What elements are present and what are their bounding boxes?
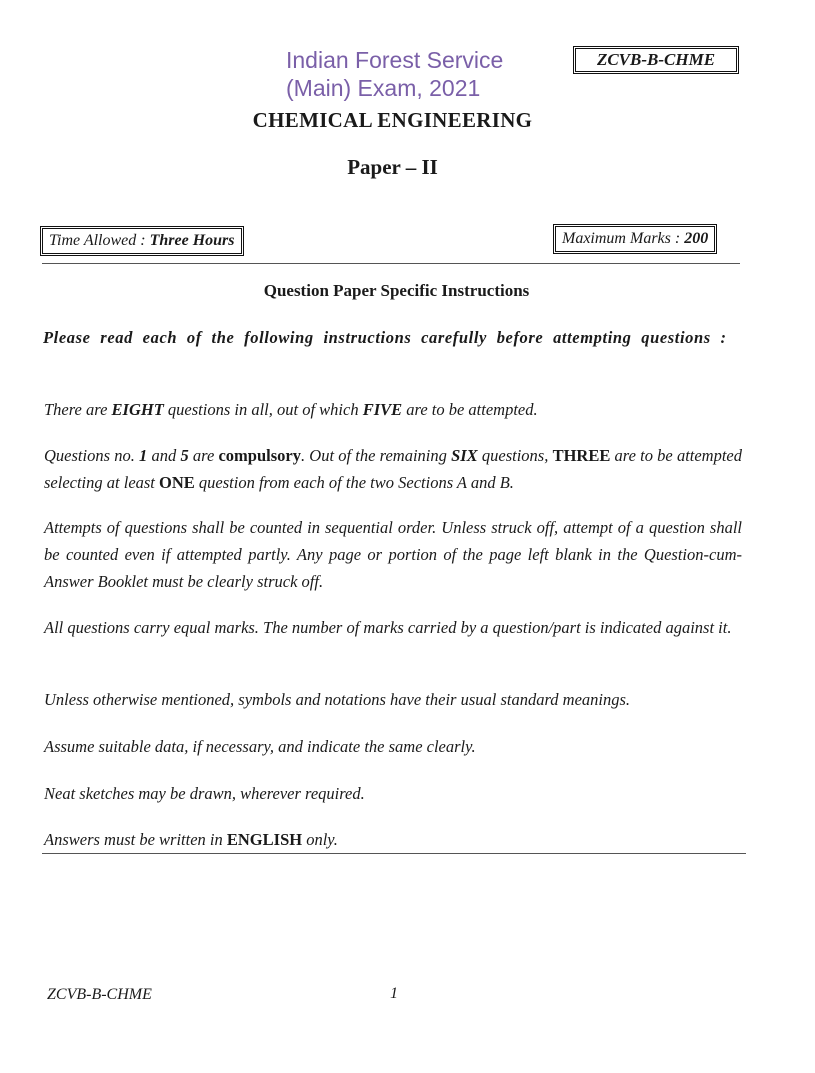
paper-code-box: ZCVB-B-CHME	[575, 48, 737, 72]
instructions-intro: Please read each of the following instructions carefully before attempting questions :	[43, 328, 727, 347]
instruction-8	[44, 826, 742, 853]
text-run: questions in all, out of which	[163, 400, 363, 419]
maximum-marks-box	[555, 226, 715, 252]
instructions-title	[0, 281, 815, 301]
instruction-4: All questions carry equal marks. The number of marks carried by a question/part is indicated against it.	[44, 618, 732, 637]
text-run: only.	[302, 830, 338, 849]
text-run: Answers must be written in	[44, 830, 227, 849]
divider-top	[42, 263, 740, 264]
emphasis: 5	[180, 446, 189, 465]
emphasis: ENGLISH	[226, 830, 303, 849]
emphasis: ONE	[159, 473, 195, 492]
instructions-title-text: Question Paper Specific Instructions	[263, 281, 530, 300]
maximum-marks-value: 200	[684, 230, 709, 247]
text-run: questions,	[477, 446, 553, 465]
emphasis: EIGHT	[111, 400, 164, 419]
text-run: There are	[44, 400, 112, 419]
emphasis: compulsory	[218, 446, 301, 465]
footer-page-number: 1	[390, 985, 398, 1002]
text-run: Questions no.	[44, 446, 140, 465]
subject-title-text: CHEMICAL ENGINEERING	[252, 108, 533, 132]
divider-bottom	[42, 853, 746, 854]
instruction-3: Attempts of questions shall be counted in sequential order. Unless struck off, attempt of a question shall be counted even if attempted partly. Any page or portion of the page left blank in the Question-cum-Answer Booklet must be clearly struck off.	[44, 518, 742, 591]
footer-paper-code: ZCVB-B-CHME	[47, 986, 152, 1003]
exam-stamp	[286, 46, 503, 102]
instruction-5: Unless otherwise mentioned, symbols and notations have their usual standard meanings.	[44, 690, 631, 709]
time-allowed-label: Time Allowed :	[49, 232, 150, 249]
time-allowed-value: Three Hours	[149, 232, 235, 249]
stamp-line-1: Indian Forest Service	[286, 47, 504, 73]
instruction-6: Assume suitable data, if necessary, and indicate the same clearly.	[44, 737, 476, 756]
paper-number-text: Paper – II	[347, 155, 438, 179]
paper-number	[0, 155, 815, 180]
maximum-marks-label: Maximum Marks :	[562, 230, 685, 247]
instruction-2	[44, 442, 742, 496]
text-run: question from each of the two Sections A and B.	[194, 473, 514, 492]
text-run: and	[147, 446, 181, 465]
text-run: . Out of the remaining	[300, 446, 452, 465]
instruction-7: Neat sketches may be drawn, wherever required.	[44, 784, 365, 803]
emphasis: THREE	[552, 446, 611, 465]
emphasis: FIVE	[362, 400, 403, 419]
emphasis: 1	[139, 446, 148, 465]
stamp-line-2: (Main) Exam, 2021	[286, 75, 481, 101]
emphasis: SIX	[451, 446, 478, 465]
text-run: are	[188, 446, 219, 465]
text-run: are to be attempted selecting at least	[44, 446, 743, 492]
time-allowed-box	[42, 228, 242, 254]
instruction-1	[44, 396, 742, 423]
text-run: are to be attempted.	[402, 400, 538, 419]
subject-title	[0, 108, 815, 133]
